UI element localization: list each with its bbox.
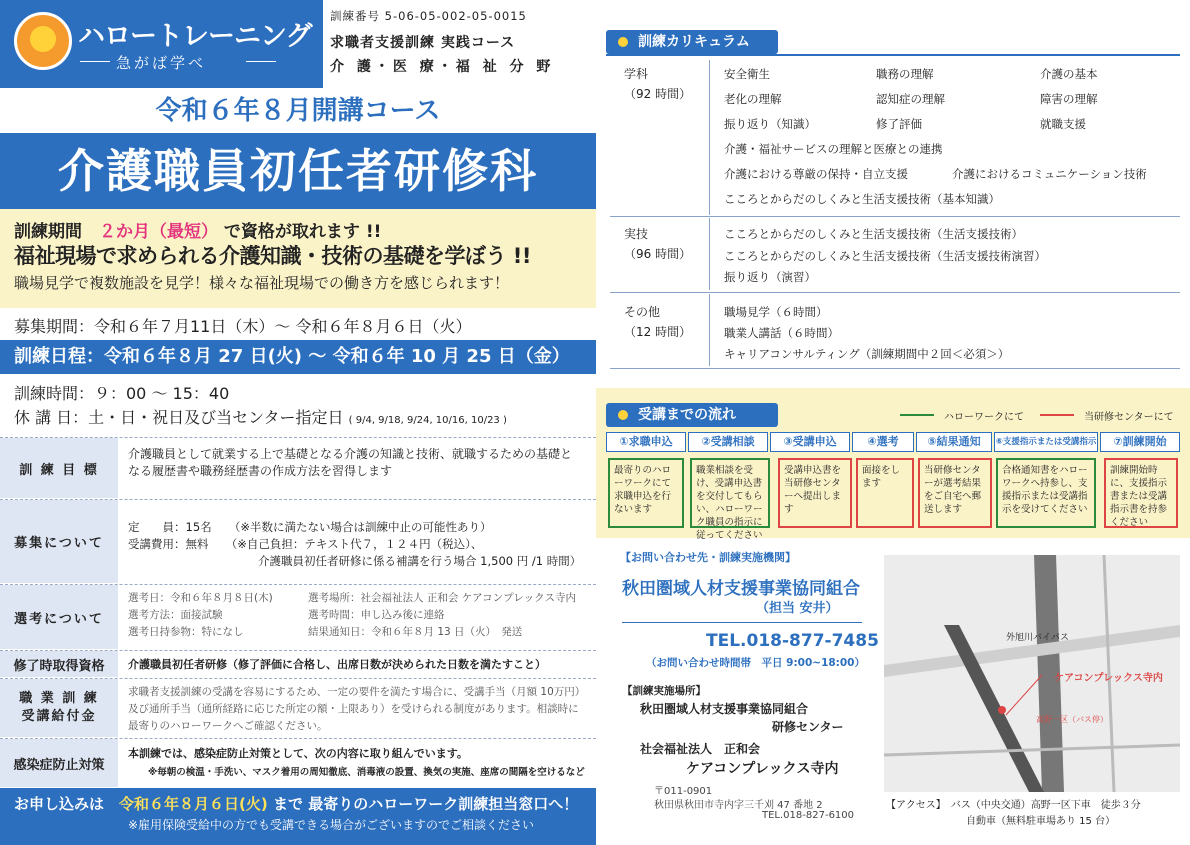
contact-heading: 【お問い合わせ先・訓練実施機関】 xyxy=(620,551,796,564)
access-car: 自動車（無料駐車場あり 15 台） xyxy=(966,816,1116,827)
row-text-recruit-3: 介護職員初任者研修に係る補講を行う場合 1,500 円 /1 時間） xyxy=(258,554,582,568)
curriculum-hours-academic: （92 時間） xyxy=(624,87,692,101)
curriculum-item: 就職支援 xyxy=(1040,117,1086,131)
map-label-bypass: 外旭川バイパス xyxy=(1006,633,1069,643)
curriculum-item: 修了評価 xyxy=(876,117,922,131)
page-title: 介護職員初任者研修科 xyxy=(0,133,596,209)
curriculum-item: 安全衛生 xyxy=(724,67,770,81)
promo-line-1: 訓練期間 ２か月（最短） で資格が取れます !! xyxy=(14,222,382,242)
promo-line-3: 職場見学で複数施設を見学！様々な福祉現場での働き方を感じられます！ xyxy=(14,274,510,292)
course-field: 介 護・医 療・福 祉 分 野 xyxy=(330,59,555,75)
row-label-selection: 選考について xyxy=(0,585,118,649)
map-label-facility: ケアコンプレックス寺内 xyxy=(1054,673,1163,684)
curriculum-item: 介護における尊厳の保持・自立支援 xyxy=(724,167,908,181)
curriculum-hours-other: （12 時間） xyxy=(624,325,692,339)
legend-red-label: 当研修センターにて xyxy=(1084,412,1174,423)
curriculum-item: 障害の理解 xyxy=(1040,92,1098,106)
flow-step-tab: ①求職申込 xyxy=(606,432,686,452)
curriculum-divider xyxy=(610,292,1180,293)
training-hours: 訓練時間：９：00 ～ 15：40 xyxy=(14,384,230,403)
flow-step-tab: ⑤結果通知 xyxy=(916,432,992,452)
curriculum-item: こころとからだのしくみと生活支援技術（基本知識） xyxy=(724,192,1000,206)
curriculum-underline xyxy=(606,54,1180,56)
impl-center: 研修センター xyxy=(772,720,844,734)
selection-time: 選考時間：申し込み後に連絡 xyxy=(308,609,445,621)
training-code: 訓練番号 5-06-05-002-05-0015 xyxy=(330,9,527,23)
row-label-goal: 訓 練 目 標 xyxy=(0,438,118,498)
flow-step-box: 最寄りのハローワークにて求職申込を行ないます xyxy=(608,458,684,528)
curriculum-item: 介護・福祉サービスの理解と医療との連携 xyxy=(724,142,943,156)
curriculum-item: こころとからだのしくみと生活支援技術（生活支援技術） xyxy=(724,227,1023,241)
address-phone: TEL.018-827-6100 xyxy=(762,810,855,821)
curriculum-item: 職業人講話（６時間） xyxy=(724,326,839,340)
contact-org: 秋田圏域人材支援事業協同組合 xyxy=(622,579,860,599)
contact-hours: （お問い合わせ時間帯 平日 9:00~18:00） xyxy=(646,657,865,669)
bullet-dot-icon xyxy=(618,410,628,420)
row-text-recruit-1: 定 員：15名 （※半数に満たない場合は訓練中止の可能性あり） xyxy=(128,520,492,534)
curriculum-item: 振り返り（知識） xyxy=(724,117,816,131)
curriculum-vline xyxy=(709,60,710,215)
apply-note: ※雇用保険受給中の方でも受講できる場合がございますのでご相談ください xyxy=(128,818,535,832)
legend-green-line xyxy=(900,414,934,416)
contact-divider xyxy=(622,622,862,623)
practice-course: 求職者支援訓練 実践コース xyxy=(330,35,516,51)
access-bus: 【アクセス】 バス（中央交通）高野一区下車 徒歩３分 xyxy=(886,800,1141,811)
right-page xyxy=(596,0,1190,845)
course-month: 令和６年８月開講コース xyxy=(155,96,441,126)
row-text-infection-sub: ※毎朝の検温・手洗い、マスク着用の周知徹底、消毒液の設置、換気の実施、座席の間隔を空けるなど xyxy=(148,767,585,778)
curriculum-vline xyxy=(709,218,710,290)
flow-step-box: 面接をします xyxy=(856,458,914,528)
row-label-recruit: 募集について xyxy=(0,500,118,583)
curriculum-label-other: その他 xyxy=(624,305,661,319)
brand-name: ハロートレーニング xyxy=(78,21,312,52)
curriculum-label-academic: 学科 xyxy=(624,67,649,81)
flow-step-box: 受講申込書を当研修センターへ提出します xyxy=(778,458,852,528)
curriculum-item: キャリアコンサルティング（訓練期間中２回＜必須＞） xyxy=(724,347,1010,361)
curriculum-divider xyxy=(610,216,1180,217)
flow-step-box: 職業相談を受け、受講申込書を交付してもらい、ハローワーク職員の指示に従ってください xyxy=(690,458,770,528)
curriculum-item: 介護の基本 xyxy=(1040,67,1098,81)
selection-result-date: 結果通知日：令和６年８月 13 日（火） 発送 xyxy=(308,626,523,638)
flow-step-box: 訓練開始時に、支援指示書または受講指示書を持参ください xyxy=(1104,458,1178,528)
curriculum-item: 認知症の理解 xyxy=(876,92,945,106)
flow-step-tab: ⑦訓練開始 xyxy=(1100,432,1180,452)
recruit-period: 募集期間：令和６年７月11日（木）～ 令和６年８月６日（火） xyxy=(14,317,472,336)
impl-heading: 【訓練実施場所】 xyxy=(622,685,706,697)
map-label-busstop: 高野一区（バス停） xyxy=(1036,715,1108,724)
selection-items: 選考日持参物：特になし xyxy=(128,626,244,638)
tagline-divider-left xyxy=(80,61,110,62)
flow-heading: 受講までの流れ xyxy=(606,403,778,427)
curriculum-item: こころとからだのしくみと生活支援技術（生活支援技術演習） xyxy=(724,249,1046,263)
curriculum-divider xyxy=(610,368,1180,369)
impl-org: 秋田圏域人材支援事業協同組合 xyxy=(640,702,809,716)
mascot-face-icon xyxy=(30,26,56,52)
contact-person: （担当 安井） xyxy=(756,601,839,616)
row-text-qualification: 介護職員初任者研修（修了評価に合格し、出席日数が決められた日数を満たすこと） xyxy=(128,658,546,671)
row-label-qualification: 修了時取得資格 xyxy=(0,651,118,677)
curriculum-label-practical: 実技 xyxy=(624,227,649,241)
tagline-divider-right xyxy=(246,61,276,62)
tagline: 急がば学べ xyxy=(116,54,207,72)
legend-red-line xyxy=(1040,414,1074,416)
row-label-benefit: 職 業 訓 練 受講給付金 xyxy=(0,679,118,737)
curriculum-vline xyxy=(709,294,710,366)
address: 秋田県秋田市寺内字三千刈 47 番地 2 xyxy=(654,800,823,811)
flow-step-box: 当研修センターが選考結果をご自宅へ郵送します xyxy=(918,458,992,528)
bullet-dot-icon xyxy=(618,37,628,47)
flow-step-tab: ③受講申込 xyxy=(770,432,850,452)
curriculum-item: 介護におけるコミュニケーション技術 xyxy=(952,167,1147,181)
curriculum-item: 振り返り（演習） xyxy=(724,270,816,284)
training-dates: 訓練日程：令和６年８月 27 日(火) ～ 令和６年 10 月 25 日（金） xyxy=(0,340,596,374)
row-label-infection: 感染症防止対策 xyxy=(0,739,118,787)
row-text-recruit-2: 受講費用：無料 （※自己負担：テキスト代７，１２４円（税込）、 xyxy=(128,537,483,551)
apply-deadline: お申し込みは 令和６年８月６日(火) まで 最寄りのハローワーク訓練担当窓口へ！ xyxy=(14,795,579,813)
curriculum-item: 老化の理解 xyxy=(724,92,782,106)
address-zip: 〒011-0901 xyxy=(654,786,713,797)
curriculum-item: 職場見学（６時間） xyxy=(724,305,828,319)
selection-method: 選考方法：面接試験 xyxy=(128,609,223,621)
row-text-benefit: 求職者支援訓練の受講を容易にするため、一定の要件を満たす場合に、受講手当（月額 10万円）及び通所手当（通所経路に応じた所定の額・上限あり）を受けられる制度があります。相談時に最寄りのハローワークへご確認ください。 xyxy=(128,686,581,732)
promo-line-2: 福祉現場で求められる介護知識・技術の基礎を学ぼう !! xyxy=(14,244,531,268)
flow-step-tab: ⑥支援指示または受講指示 xyxy=(994,432,1098,452)
holiday-info: 休 講 日：土・日・祝日及び当センター指定日 ( 9/4, 9/18, 9/24, 10/16, 10/23 ) xyxy=(14,408,507,427)
selection-date: 選考日：令和６年８月８日(木) xyxy=(128,592,273,604)
contact-phone: TEL.018-877-7485 xyxy=(706,631,879,651)
flow-step-tab: ④選考 xyxy=(852,432,914,452)
curriculum-heading: 訓練カリキュラム xyxy=(606,30,778,54)
flow-step-box: 合格通知書をハローワークへ持参し、支援指示または受講指示を受けてください xyxy=(996,458,1096,528)
row-text-infection: 本訓練では、感染症防止対策として、次の内容に取り組んでいます。 xyxy=(128,747,468,760)
selection-place: 選考場所：社会福祉法人 正和会 ケアコンプレックス寺内 xyxy=(308,592,577,604)
curriculum-hours-practical: （96 時間） xyxy=(624,247,692,261)
impl-corp: 社会福祉法人 正和会 xyxy=(640,742,761,756)
impl-facility: ケアコンプレックス寺内 xyxy=(686,761,839,777)
curriculum-item: 職務の理解 xyxy=(876,67,934,81)
flow-step-tab: ②受講相談 xyxy=(688,432,768,452)
legend-green-label: ハローワークにて xyxy=(944,412,1024,423)
row-text-goal: 介護職員として就業する上で基礎となる介護の知識と技術、就職するための基礎となる履歴書や職務経歴書の作成方法を習得します xyxy=(128,447,573,478)
